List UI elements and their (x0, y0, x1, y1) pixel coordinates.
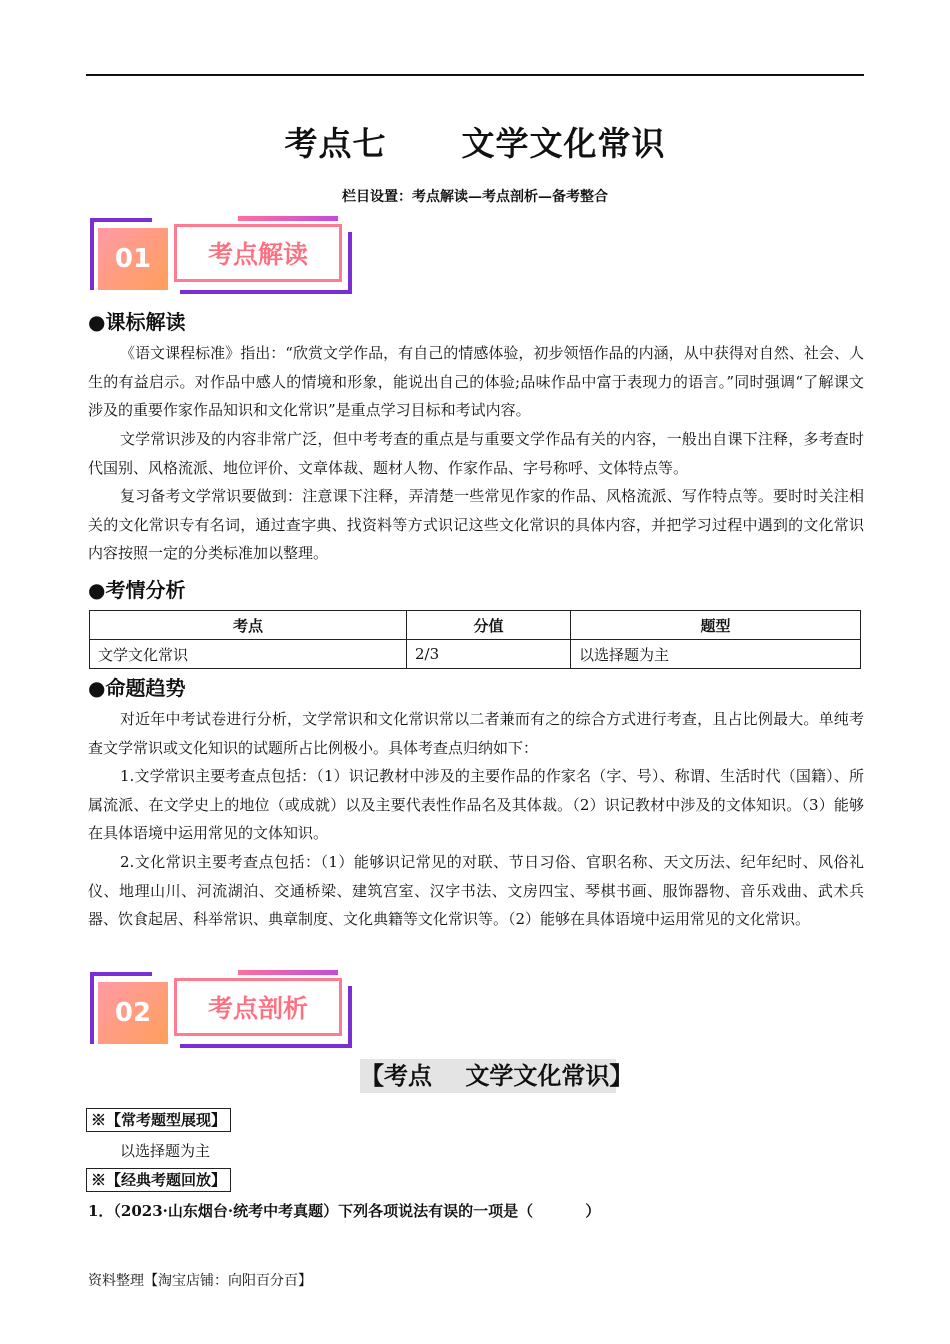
section-banner-02 (88, 968, 356, 1050)
heading-standard: ●课标解读 (88, 310, 186, 334)
table-cell: 以选择题为主 (571, 640, 861, 669)
trend-paragraph-3: 2.文化常识主要考查点包括：（1）能够识记常见的对联、节日习俗、官职名称、天文历法、纪年纪时、风俗礼仪、地理山川、河流湖泊、交通桥梁、建筑宫室、汉字书法、文房四宝、琴棋书画、服饰器物、音乐戏曲、武术兵器、饮食起居、科举常识、典章制度、文化典籍等文化常识等。（2）能够在具体语境中运用常见的文化常识。 (88, 853, 864, 929)
banner-number: 01 (98, 228, 168, 290)
tag-common-type: ※【常考题型展现】 (86, 1108, 231, 1132)
standard-paragraph-1: 《语文课程标准》指出：“欣赏文学作品，有自己的情感体验，初步领悟作品的内涵，从中获得对自然、社会、人生的有益启示。对作品中感人的情境和形象，能说出自己的体验;品味作品中富于表现力的语言。”同时强调“了解课文涉及的重要作家作品知识和文化常识”是重点学习目标和考试内容。 (88, 344, 864, 420)
table-header-cell: 分值 (407, 611, 571, 640)
exam-analysis-table (89, 610, 861, 669)
page-subtitle: 栏目设置：考点解读—考点剖析—备考整合 (342, 189, 608, 205)
banner-label: 考点解读 (174, 224, 342, 282)
banner-number: 02 (98, 982, 168, 1044)
heading-analysis: ●考情分析 (88, 578, 186, 602)
table-header-cell: 题型 (571, 611, 861, 640)
footer-note: 资料整理【淘宝店铺：向阳百分百】 (88, 1273, 312, 1289)
banner-decoration (238, 216, 338, 221)
banner-label: 考点剖析 (174, 978, 342, 1036)
standard-paragraph-3: 复习备考文学常识要做到：注意课下注释，弄清楚一些常见作家的作品、风格流派、写作特点等。要时时关注相关的文化常识专有名词，通过查字典、找资料等方式识记这些文化常识的具体内容，并把学习过程中遇到的文化常识内容按照一定的分类标准加以整理。 (88, 487, 864, 563)
banner-decoration (238, 970, 338, 975)
table-row (90, 640, 861, 669)
common-type-text: 以选择题为主 (120, 1142, 211, 1160)
tag-classic-review: ※【经典考题回放】 (86, 1168, 231, 1192)
trend-paragraph-2: 1.文学常识主要考查点包括：（1）识记教材中涉及的主要作品的作家名（字、号）、称谓、生活时代（国籍）、所属流派、在文学史上的地位（或成就）以及主要代表性作品名及其体裁。（2）识记教材中涉及的文体知识。（3）能够在具体语境中运用常见的文体知识。 (88, 767, 864, 843)
table-cell: 2/3 (407, 640, 571, 669)
question-1: 1．（2023·山东烟台·统考中考真题）下列各项说法有误的一项是（ ） (88, 1202, 601, 1220)
page-title: 考点七 文学文化常识 (284, 124, 666, 163)
table-header-row (90, 611, 861, 640)
table-cell: 文学文化常识 (90, 640, 407, 669)
point-heading: 【考点 文学文化常识】 (360, 1059, 616, 1093)
trend-paragraph-1: 对近年中考试卷进行分析，文学常识和文化常识常以二者兼而有之的综合方式进行考查，且占比例最大。单纯考查文学常识或文化知识的试题所占比例极小。具体考查点归纳如下： (88, 710, 864, 757)
top-rule (86, 74, 864, 76)
table-header-cell: 考点 (90, 611, 407, 640)
heading-trend: ●命题趋势 (88, 676, 186, 700)
section-banner-01 (88, 214, 356, 296)
standard-paragraph-2: 文学常识涉及的内容非常广泛，但中考考查的重点是与重要文学作品有关的内容，一般出自课下注释，多考查时代国别、风格流派、地位评价、文章体裁、题材人物、作家作品、字号称呼、文体特点等。 (88, 430, 864, 477)
